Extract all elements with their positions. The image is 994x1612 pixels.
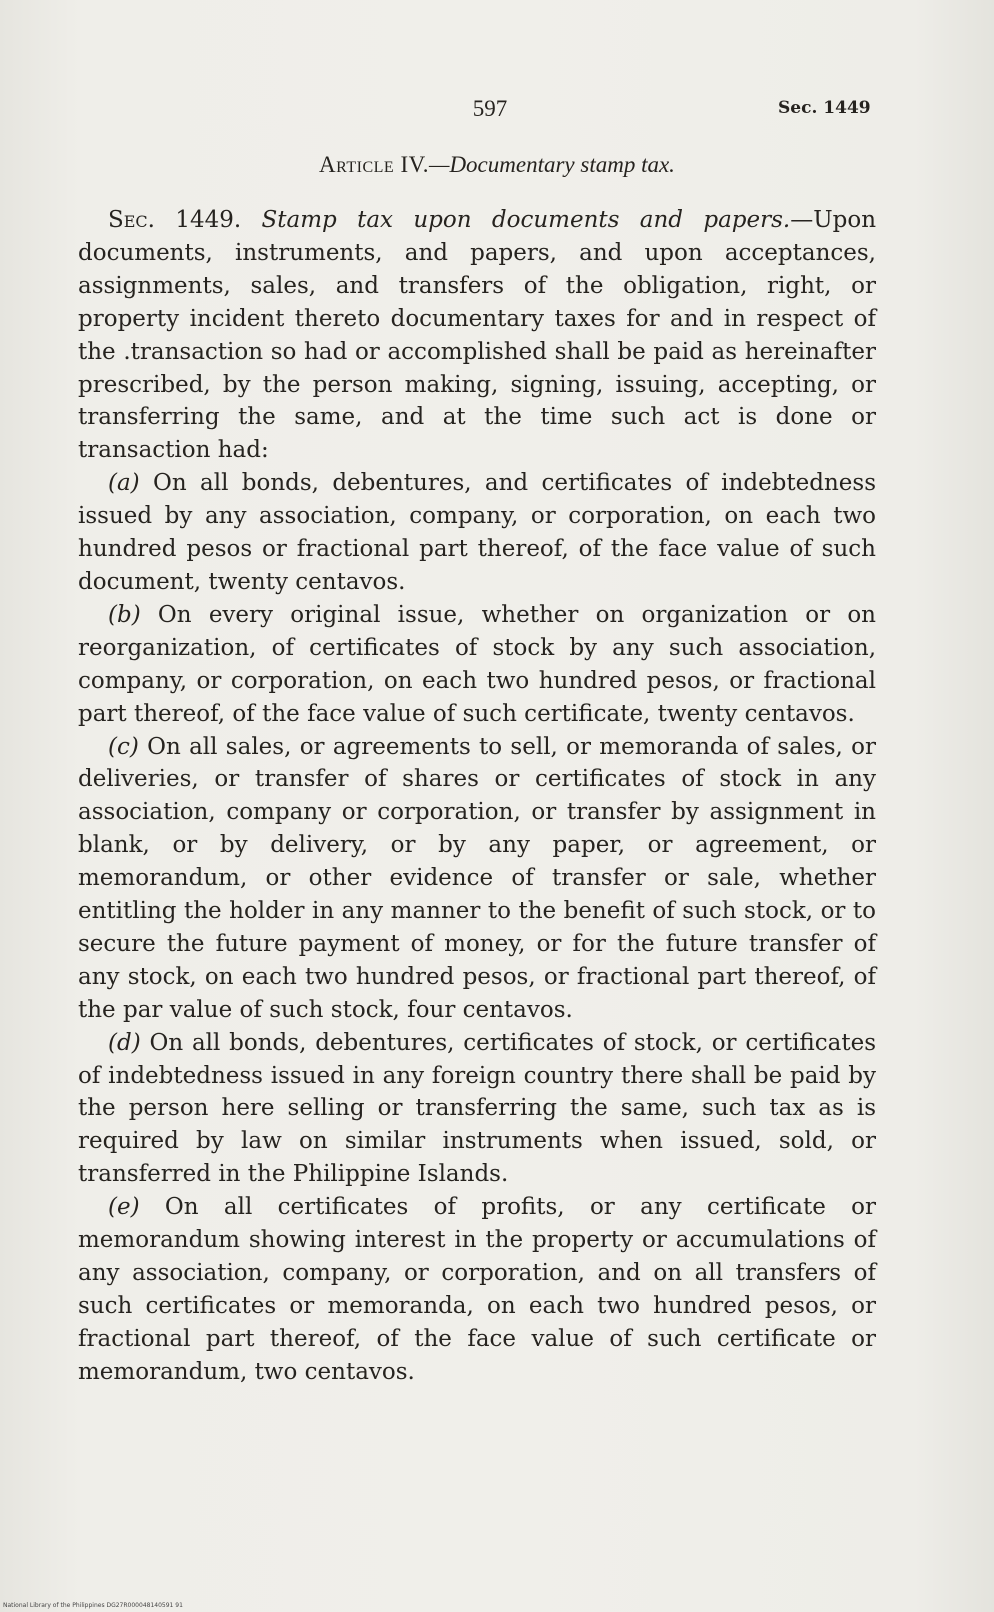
item-text: On all bonds, debentures, and certificates of indebtedness issued by any association, company, or corporation, on each two hundred pesos or fractional part thereof, of the face value of such document, twenty centavos. [78,470,877,595]
item-paragraph-e [78,1191,876,1388]
item-label: (d) [108,1029,141,1056]
item-label: (a) [108,470,140,497]
item-text: On all sales, or agreements to sell, or memoranda of sales, or deliveries, or transfer of shares or certificates of stock in any association, company or corporation, or transfer by assignment in blank, or by delivery, or by any paper, or agreement, or memorandum, or other evidence of transfer or sale, whether entitling the holder in any manner to the benefit of such stock, or to secure the future payment of money, or for the future transfer of any stock, on each two hundred pesos, or fractional part thereof, of the par value of such stock, four centavos. [78,733,876,1023]
section-body [78,204,876,1389]
article-label: Article IV. [319,152,429,177]
running-section-reference: Sec. 1449 [778,98,871,118]
item-label: (b) [108,601,141,628]
page-number: 597 [472,96,508,121]
article-heading [0,152,994,178]
item-paragraph-a [78,467,876,599]
section-title: Stamp tax upon documents and papers. [261,207,791,233]
scan-footer-caption: National Library of the Philippines DG27R000048140591 91 [3,1602,183,1609]
item-paragraph-b [78,599,876,731]
item-text: On every original issue, whether on organization or on reorganization, of certificates of stock by any such association, company, or corporation, on each two hundred pesos, or fractional part thereof, of the face value of such certificate, twenty centavos. [78,601,876,727]
section-label: Sec. 1449. [108,207,242,233]
section-intro-text: —Upon documents, instruments, and papers, and upon acceptances, assignments, sales, and transfers of the obligation, right, or property incident thereto documentary taxes for and in respect of the .transaction so had or accomplished shall be paid as hereinafter prescribed, by the person making, signing, issuing, accepting, or transferring the same, and at the time such act is done or transaction had: [78,207,877,464]
item-text: On all certificates of profits, or any certificate or memorandum showing interest in the property or accumulations of any association, company, or corporation, and on all transfers of such certificates or memoranda, on each two hundred pesos, or fractional part thereof, of the face value of such certificate or memorandum, two centavos. [78,1194,877,1385]
item-paragraph-d [78,1027,876,1192]
article-title: —Documentary stamp tax. [429,152,675,177]
item-paragraph-c [78,731,876,1027]
item-label: (e) [108,1194,140,1221]
item-text: On all bonds, debentures, certificates of stock, or certificates of indebtedness issued in any foreign country there shall be paid by the person here selling or transferring the same, such tax as is required by law on similar instruments when issued, sold, or transferred in the Philippine Islands. [78,1029,877,1188]
item-label: (c) [108,733,139,760]
section-intro-paragraph [78,204,876,467]
